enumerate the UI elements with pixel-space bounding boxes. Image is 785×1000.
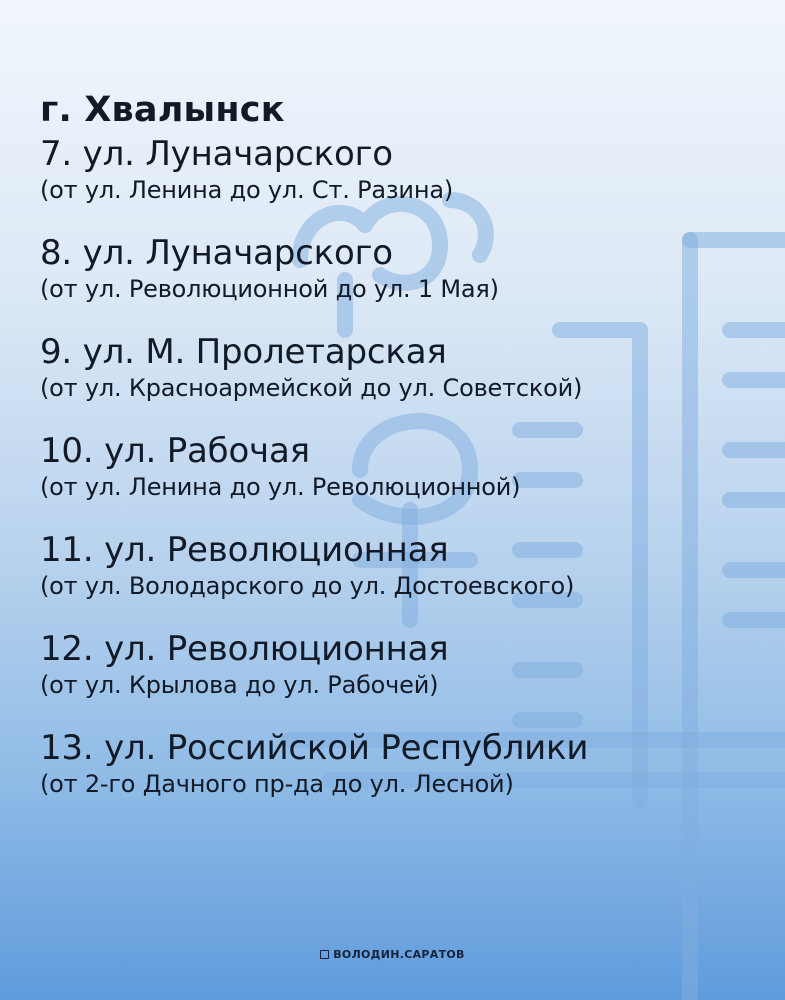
footer-brand-label: ВОЛОДИН.САРАТОВ [333,948,465,961]
road-item-title: 8. ул. Луначарского [40,233,393,273]
road-item [40,233,588,305]
road-item-range: (от ул. Революционной до ул. 1 Мая) [40,275,499,303]
road-item-title: 7. ул. Луначарского [40,134,393,174]
road-item-range: (от 2-го Дачного пр-да до ул. Лесной) [40,770,514,798]
footer-brand [0,948,785,961]
road-item-range: (от ул. Володарского до ул. Достоевского) [40,572,575,600]
road-item [40,530,588,602]
road-item-range: (от ул. Ленина до ул. Ст. Разина) [40,176,453,204]
road-item-range: (от ул. Крылова до ул. Рабочей) [40,671,439,699]
square-icon [320,950,329,959]
city-heading: г. Хвалынск [40,90,285,130]
road-item-title: 13. ул. Российской Республики [40,728,589,768]
road-item-range: (от ул. Ленина до ул. Революционной) [40,473,521,501]
road-item-range: (от ул. Красноармейской до ул. Советской) [40,374,583,402]
road-list [40,88,588,827]
road-item-title: 11. ул. Революционная [40,530,449,570]
road-item [40,332,588,404]
road-item [40,629,588,701]
road-item [40,728,588,800]
road-item [40,431,588,503]
road-item-title: 9. ул. М. Пролетарская [40,332,447,372]
road-item-title: 12. ул. Революционная [40,629,449,669]
road-item [40,134,588,206]
road-item-title: 10. ул. Рабочая [40,431,310,471]
